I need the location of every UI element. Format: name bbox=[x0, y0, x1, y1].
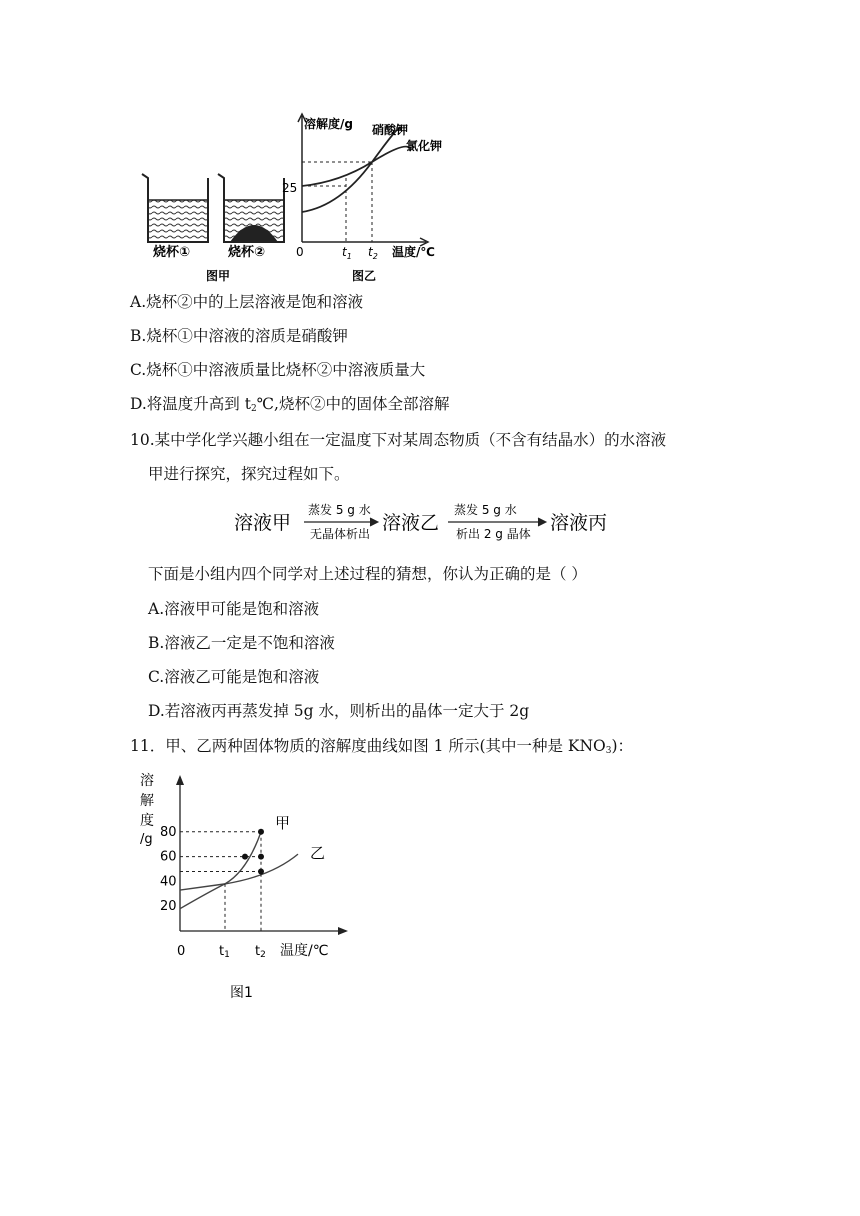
y-label-char-1: 溶 bbox=[140, 773, 154, 789]
beaker-2 bbox=[218, 174, 284, 242]
q10-option-b: B.溶液乙一定是不饱和溶液 bbox=[148, 634, 335, 652]
caption-right: 图乙 bbox=[352, 269, 377, 283]
series-yi-label: 乙 bbox=[310, 844, 326, 863]
figure-1-caption: 图1 bbox=[230, 985, 253, 1001]
x-tick-label-t2: t2 bbox=[255, 944, 266, 960]
flow-arrow1-bottom: 无晶体析出 bbox=[310, 527, 371, 541]
y-tick-label-20: 20 bbox=[160, 899, 177, 915]
caption-left: 图甲 bbox=[206, 269, 231, 283]
origin-label: 0 bbox=[296, 245, 304, 259]
q10-option-d: D.若溶液丙再蒸发掉 5g 水，则析出的晶体一定大于 2g bbox=[148, 702, 530, 720]
q11-stem bbox=[130, 734, 633, 756]
figure-1-chart bbox=[130, 765, 370, 1005]
q10-stem-line2: 甲进行探究，探究过程如下。 bbox=[148, 465, 350, 483]
marked-point-3 bbox=[258, 868, 264, 874]
q10-flow-diagram bbox=[230, 496, 630, 548]
y-tick-25: 25 bbox=[282, 181, 298, 195]
x-axis-label-top: 温度/℃ bbox=[392, 245, 435, 259]
svg-text:t1 bbox=[342, 245, 352, 261]
t1-sub: 1 bbox=[346, 252, 352, 261]
x-axis-label: 温度/℃ bbox=[280, 943, 329, 959]
q10-option-a: A.溶液甲可能是饱和溶液 bbox=[148, 600, 320, 618]
q9-option-b: B.烧杯①中溶液的溶质是硝酸钾 bbox=[130, 327, 348, 345]
y-axis-label-top: 溶解度/g bbox=[304, 117, 353, 131]
marked-point-1 bbox=[242, 854, 248, 860]
q10-stem-line1: 10.某中学化学兴趣小组在一定温度下对某周态物质（不含有结晶水）的水溶液 bbox=[130, 431, 667, 449]
flow-node-jia: 溶液甲 bbox=[234, 512, 292, 534]
series-jia-label: 甲 bbox=[275, 813, 291, 832]
y-tick-label-60: 60 bbox=[160, 849, 177, 865]
beaker-2-label: 烧杯② bbox=[228, 245, 266, 260]
curve-label-kno3: 硝酸钾 bbox=[372, 123, 409, 137]
marked-point-2 bbox=[258, 854, 264, 860]
flow-arrow2-bottom: 析出 2 g 晶体 bbox=[456, 527, 531, 541]
q10-prompt: 下面是小组内四个同学对上述过程的猜想，你认为正确的是（ ） bbox=[148, 565, 587, 583]
curve-label-kcl: 氯化钾 bbox=[406, 139, 443, 153]
t1-label: t bbox=[342, 245, 347, 259]
q10-option-c: C.溶液乙可能是饱和溶液 bbox=[148, 668, 320, 686]
q11-stem-pre: 11．甲、乙两种固体物质的溶解度曲线如图 1 所示(其中一种是 KNO bbox=[130, 737, 606, 755]
q9-option-c: C.烧杯①中溶液质量比烧杯②中溶液质量大 bbox=[130, 361, 426, 379]
y-label-unit: /g bbox=[140, 832, 153, 847]
series-jia-line bbox=[180, 832, 261, 909]
top-figure bbox=[120, 108, 460, 286]
flow-node-bing: 溶液丙 bbox=[550, 512, 608, 534]
t2-label: t bbox=[368, 245, 373, 259]
y-label-char-3: 度 bbox=[140, 813, 154, 829]
q11-stem-post: )： bbox=[611, 737, 634, 755]
marked-point-0 bbox=[258, 829, 264, 835]
q9-option-d bbox=[130, 392, 449, 414]
flow-node-yi: 溶液乙 bbox=[382, 512, 440, 534]
t2-sub: 2 bbox=[372, 252, 378, 261]
flow-arrow2-top: 蒸发 5 g 水 bbox=[454, 503, 517, 517]
solubility-graph-top bbox=[298, 114, 428, 246]
svg-text:t2 bbox=[368, 245, 378, 261]
q9-option-d-pre: D.将温度升高到 t bbox=[130, 395, 251, 413]
beaker-1-label: 烧杯① bbox=[153, 245, 191, 260]
beaker-1 bbox=[142, 174, 208, 242]
q9-option-d-sub: 2 bbox=[250, 404, 257, 414]
x-axis-arrow bbox=[338, 927, 348, 935]
x-tick-label-t1: t1 bbox=[219, 944, 230, 960]
y-tick-label-40: 40 bbox=[160, 874, 177, 890]
y-tick-label-80: 80 bbox=[160, 824, 177, 840]
y-label-char-2: 解 bbox=[140, 793, 154, 809]
y-axis-arrow bbox=[176, 775, 184, 785]
flow-arrow1-top: 蒸发 5 g 水 bbox=[308, 503, 371, 517]
x-tick-label-0: 0 bbox=[177, 944, 186, 959]
q11-stem-sub: 3 bbox=[605, 746, 612, 756]
q9-option-d-post: ℃,烧杯②中的固体全部溶解 bbox=[256, 395, 450, 413]
q9-option-a: A.烧杯②中的上层溶液是饱和溶液 bbox=[130, 293, 364, 311]
